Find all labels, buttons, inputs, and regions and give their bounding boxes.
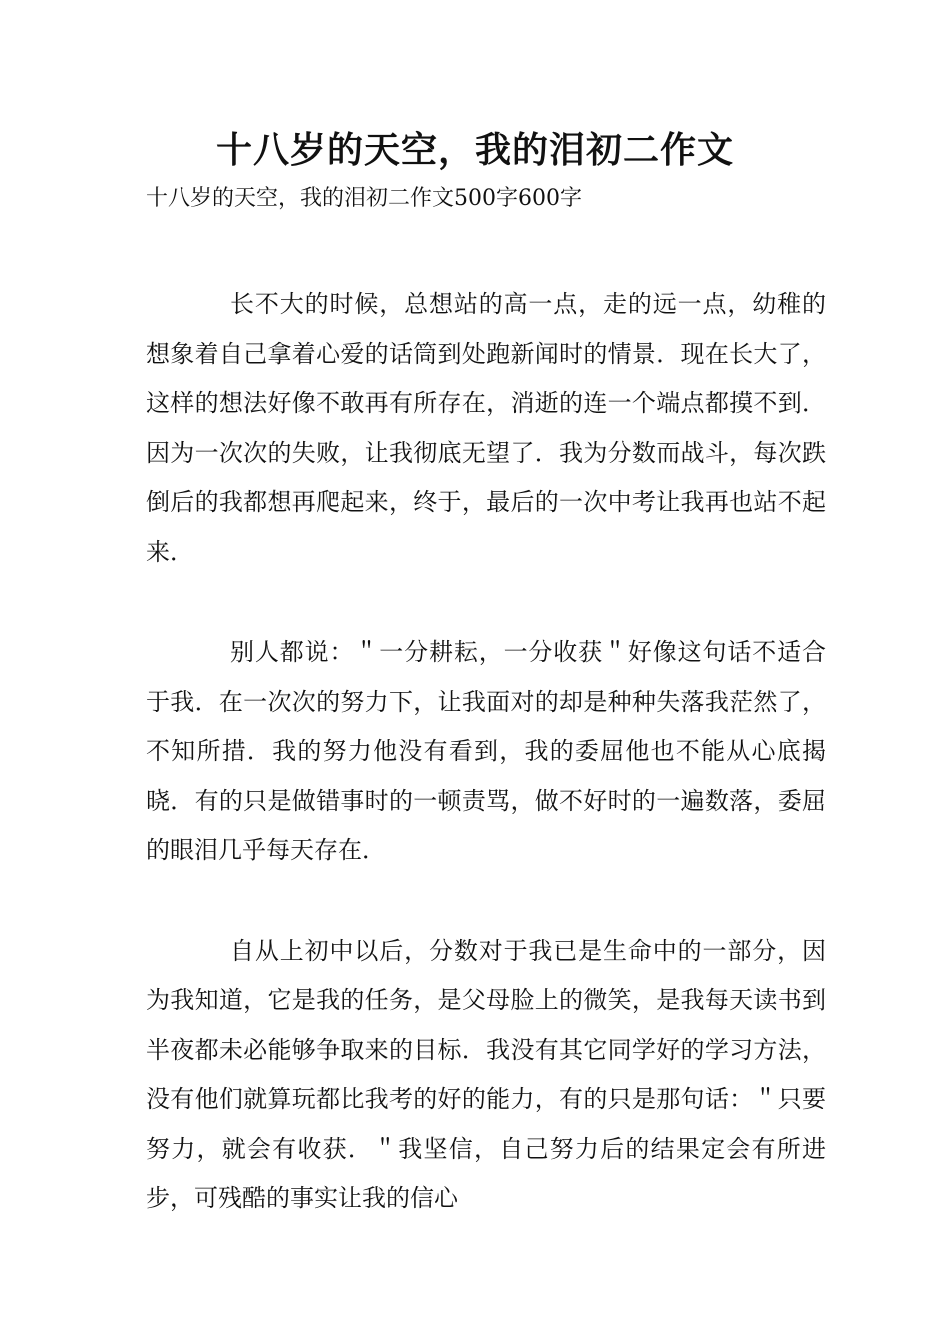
article-body bbox=[146, 280, 826, 1275]
paragraph-1: 长不大的时候，总想站的高一点，走的远一点，幼稚的想象着自己拿着心爱的话筒到处跑新闻时的情景．现在长大了，这样的想法好像不敢再有所存在，消逝的连一个端点都摸不到．因为一次次的失败，让我彻底无望了．我为分数而战斗，每次跌倒后的我都想再爬起来，终于，最后的一次中考让我再也站不起来． bbox=[146, 290, 826, 566]
page-title: 十八岁的天空，我的泪初二作文 bbox=[215, 130, 734, 171]
page-subtitle: 十八岁的天空，我的泪初二作文500字600字 bbox=[146, 186, 582, 211]
paragraph-3: 自从上初中以后，分数对于我已是生命中的一部分，因为我知道，它是我的任务，是父母脸上的微笑，是我每天读书到半夜都未必能够争取来的目标．我没有其它同学好的学习方法，没有他们就算玩都比我考的好的能力，有的只是那句话：＂只要努力，就会有收获．＂我坚信，自己努力后的结果定会有所进步，可残酷的事实让我的信心 bbox=[146, 936, 826, 1212]
paragraph-2: 别人都说：＂一分耕耘，一分收获＂好像这句话不适合于我．在一次次的努力下，让我面对的却是种种失落我茫然了，不知所措．我的努力他没有看到，我的委屈他也不能从心底揭晓．有的只是做错事时的一顿责骂，做不好时的一遍数落，委屈的眼泪几乎每天存在． bbox=[146, 638, 826, 864]
